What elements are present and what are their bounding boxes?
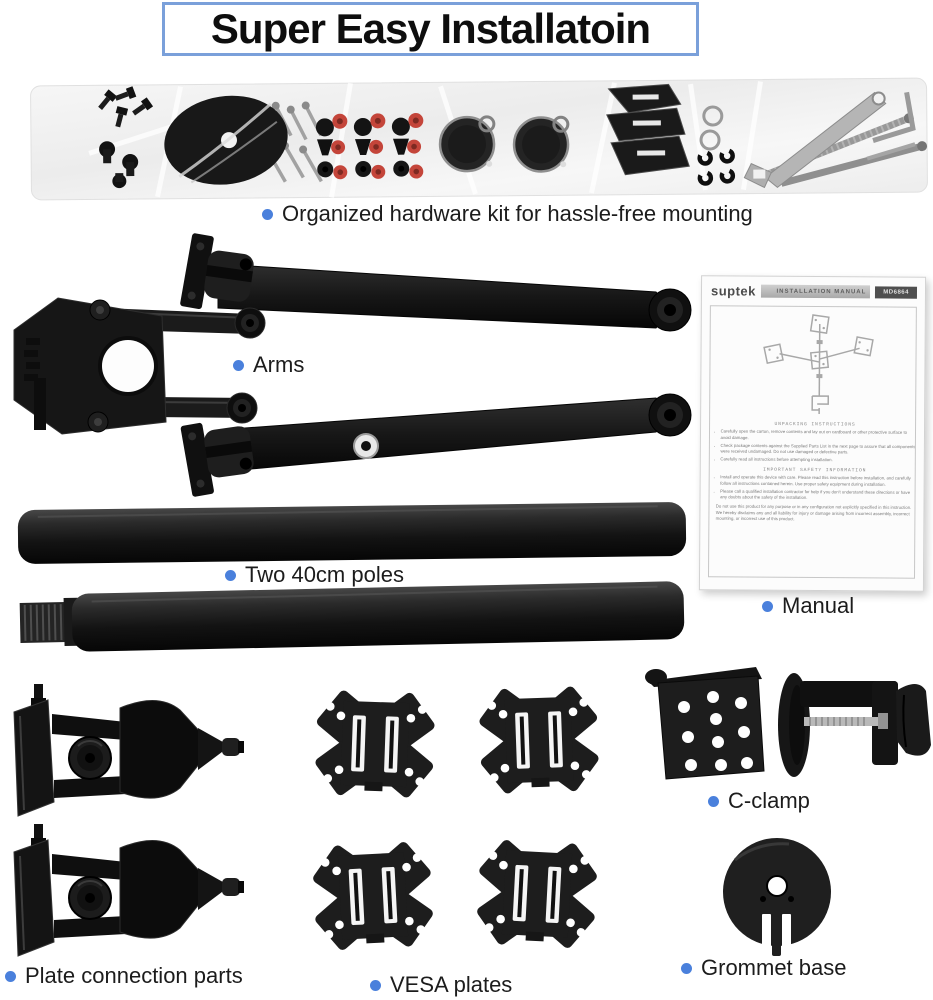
clamp-screw <box>804 717 878 726</box>
bullet-icon <box>681 963 692 974</box>
hardware-kit-photo <box>28 76 931 202</box>
lower-arm <box>180 393 691 497</box>
caption-text: Two 40cm poles <box>245 562 404 587</box>
caption-text: C-clamp <box>728 788 810 813</box>
bracket-stack <box>607 84 690 175</box>
bullet-icon <box>762 601 773 612</box>
vesa-plate-3 <box>309 839 436 954</box>
upper-arm <box>180 233 691 338</box>
bullet-icon <box>5 971 16 982</box>
caption-text: Arms <box>253 352 305 377</box>
page-title: Super Easy Installatoin <box>210 5 651 52</box>
manual-disclaimer: Do not use this product for any purpose or in any configuration not explicitly specified in this instruction. We hereby disclaims any and all liability for injury or damage arising from incorrect assembly, incorrect mounting, or incorrect use of this product. <box>715 505 912 522</box>
plate-connection-part-2 <box>14 824 244 956</box>
caption-text: Plate connection parts <box>25 963 243 988</box>
bullet-icon <box>225 570 236 581</box>
manual-photo <box>699 275 926 592</box>
bullet-icon <box>708 796 719 807</box>
caption-text: VESA plates <box>390 972 513 997</box>
plate-connection-parts-photo <box>8 672 246 957</box>
title-banner <box>162 2 699 56</box>
plate-connection-part-1 <box>14 684 244 816</box>
vesa-plates-photo <box>296 668 616 968</box>
manual-title-bar <box>761 285 870 299</box>
caption-vesa <box>370 972 512 998</box>
grommet-base-photo <box>703 836 853 958</box>
safety-list <box>712 475 917 502</box>
pole-2 <box>19 581 684 653</box>
manual-header <box>702 276 925 303</box>
unpacking-list <box>712 429 917 464</box>
manual-heading: IMPORTANT SAFETY INFORMATION <box>763 467 867 473</box>
manual-body <box>708 305 917 578</box>
caption-grommet <box>681 955 847 981</box>
manual-text <box>711 420 917 523</box>
list-item: • Please call a qualified installation contractor for help if you don't understand these directions or have any doubts about the safety of the installation. <box>720 489 917 502</box>
list-item: • Install and operate this device with care. Please read this instruction before installation, and carefully follow all instructions contained herein. Use proper safety equipment during installation. <box>720 475 917 488</box>
caption-text: Manual <box>782 593 855 618</box>
list-item: • Check package contents against the Supplied Parts List in the next page to assure that all components were received undamaged. Do not use damaged or defective parts. <box>720 443 916 456</box>
arms-photo <box>0 226 700 506</box>
manual-model-badge: MD6864 <box>875 286 917 298</box>
caption-manual <box>762 593 854 619</box>
pole-1 <box>18 502 687 564</box>
caption-plate-connection <box>5 963 243 989</box>
caption-c-clamp <box>708 788 810 814</box>
lower-hinge <box>203 425 255 479</box>
l-bracket <box>645 667 764 779</box>
caption-text: Grommet base <box>701 955 847 980</box>
suptek-logo: suptek <box>710 283 756 299</box>
c-clamp-photo <box>634 655 933 795</box>
clamp-knob <box>896 684 931 756</box>
clamp-body <box>778 673 931 777</box>
manual-heading: UNPACKING INSTRUCTIONS <box>774 421 856 428</box>
caption-arms <box>233 352 304 378</box>
manual-doc-title: INSTALLATION MANUAL <box>776 288 867 295</box>
caption-poles <box>225 562 404 588</box>
pole-hub <box>14 298 166 434</box>
caption-text: Organized hardware kit for hassle-free mounting <box>282 201 753 226</box>
upper-hinge <box>203 249 255 303</box>
list-item: • Carefully open the carton, remove contents and lay out on cardboard or other protective surface to avoid damage. <box>721 429 917 442</box>
mount-line-diagram <box>713 311 914 416</box>
bullet-icon <box>262 209 273 220</box>
list-item: • Carefully read all instructions before attempting installation. <box>720 457 917 464</box>
caption-hardware-kit <box>262 201 753 227</box>
vesa-plate-2 <box>476 684 601 797</box>
bullet-icon <box>233 360 244 371</box>
bullet-icon <box>370 980 381 991</box>
spacers-red-black <box>316 113 424 179</box>
vesa-plate-1 <box>312 688 437 801</box>
vesa-plate-4 <box>473 837 600 952</box>
